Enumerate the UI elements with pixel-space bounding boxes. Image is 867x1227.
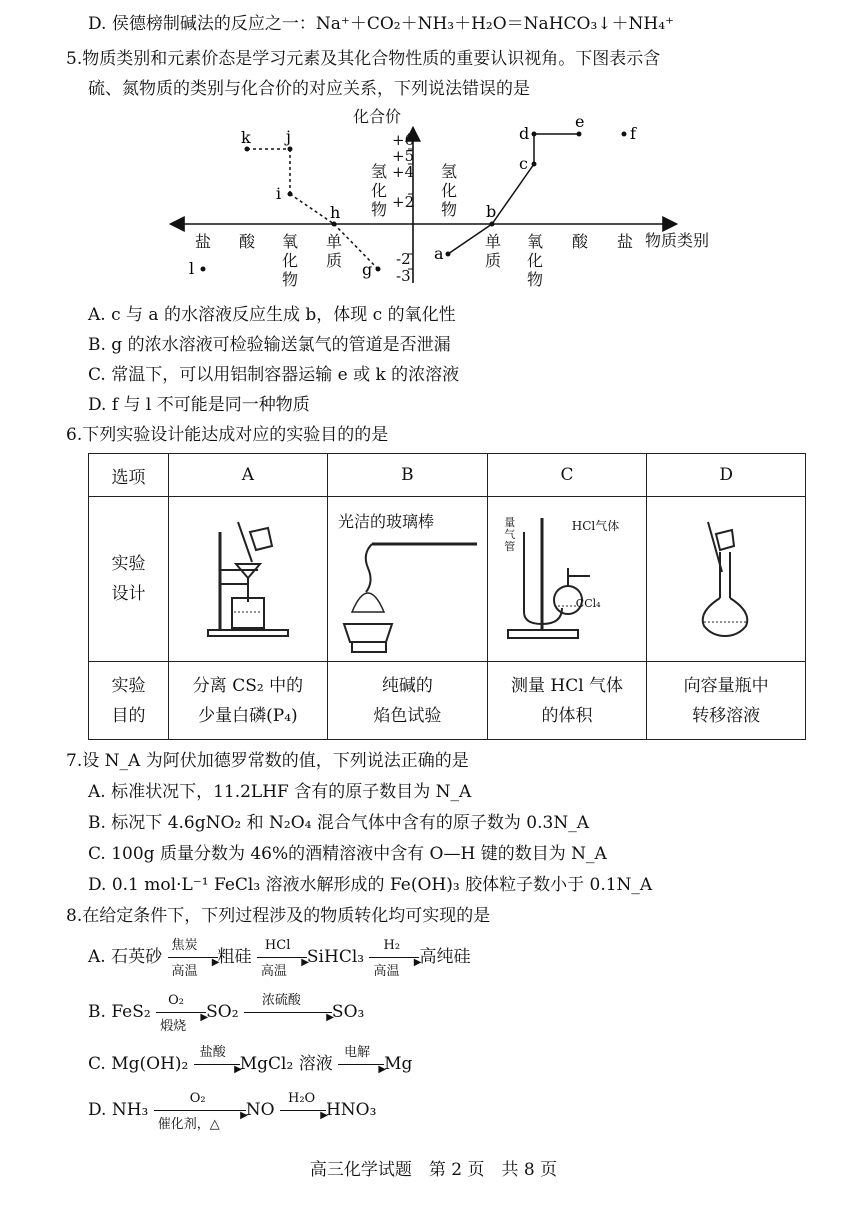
table-header-cell: 选项 bbox=[89, 454, 169, 497]
chart-point-l bbox=[201, 267, 206, 272]
chart-point-label: d bbox=[519, 124, 530, 143]
row-label-goal: 实验 目的 bbox=[89, 662, 169, 740]
chart-point-g bbox=[376, 267, 381, 272]
y-tick-label: -2 bbox=[396, 250, 411, 268]
x-category-right: 氧化物 bbox=[526, 232, 543, 289]
apparatus-c-cell bbox=[487, 497, 647, 662]
chart-point-j bbox=[288, 147, 293, 152]
apparatus-d-cell bbox=[647, 497, 806, 662]
gas-label: HCl气体 bbox=[571, 519, 620, 533]
q7-stem: 7.设 N_A 为阿伏加德罗常数的值，下列说法正确的是 bbox=[66, 751, 469, 771]
q4-option-d bbox=[88, 13, 674, 35]
chart-point-label: g bbox=[362, 260, 373, 279]
x-category-left: 单质 bbox=[325, 232, 342, 270]
chart-point-label: a bbox=[434, 244, 444, 263]
table-header-cell: B bbox=[327, 454, 487, 497]
q5-stem-line2: 硫、氮物质的类别与化合价的对应关系，下列说法错误的是 bbox=[88, 79, 530, 99]
apparatus-a-cell bbox=[168, 497, 327, 662]
chart-point-d bbox=[532, 132, 537, 137]
x-category-right: 酸 bbox=[571, 232, 588, 251]
table-goal-row bbox=[89, 662, 806, 740]
x-category-right: 氢化物 bbox=[440, 162, 457, 219]
filtration-apparatus-image bbox=[198, 512, 298, 642]
reaction-arrow: 电解 ▶ bbox=[338, 1054, 384, 1076]
goal-c: 测量 HCl 气体 的体积 bbox=[487, 662, 647, 740]
q7-option-b: B. 标况下 4.6gNO₂ 和 N₂O₄ 混合气体中含有的原子数为 0.3N_A bbox=[88, 813, 589, 833]
chart-point-label: f bbox=[630, 124, 636, 143]
reaction-arrow: 焦炭 ▶ 高温 bbox=[168, 947, 218, 969]
q8-option-c: C. Mg(OH)₂ 盐酸 ▶ MgCl₂ 溶液 电解 ▶ Mg bbox=[88, 1044, 413, 1075]
q5-stem-line1: 5.物质类别和元素价态是学习元素及其化合物性质的重要认识视角。下图表示含 bbox=[66, 49, 661, 69]
q5-option-b: B. g 的浓水溶液可检验输送氯气的管道是否泄漏 bbox=[88, 335, 451, 355]
q5-option-a: A. c 与 a 的水溶液反应生成 b，体现 c 的氧化性 bbox=[88, 305, 456, 325]
chart-point-b bbox=[490, 222, 495, 227]
chart-connector-line bbox=[492, 164, 534, 224]
row-label-design: 实验 设计 bbox=[89, 497, 169, 662]
chart-point-i bbox=[288, 192, 293, 197]
goal-d: 向容量瓶中 转移溶液 bbox=[647, 662, 806, 740]
chart-point-label: j bbox=[286, 127, 291, 146]
q8-option-b: B. FeS₂ O₂ ▶ 煅烧 SO₂ 浓硫酸 ▶ SO₃ bbox=[88, 992, 365, 1034]
chart-point-label: c bbox=[519, 154, 528, 173]
y-tick-label: +4 bbox=[392, 163, 415, 181]
q8-option-a: A. 石英砂 焦炭 ▶ 高温 粗硅 HCl ▶ 高温 SiHCl₃ H₂ ▶ 高温 高纯硅 bbox=[88, 937, 471, 979]
q7-option-d: D. 0.1 mol·L⁻¹ FeCl₃ 溶液水解形成的 Fe(OH)₃ 胶体粒子数小于 0.1N_A bbox=[88, 875, 653, 895]
apparatus-b-cell bbox=[327, 497, 487, 662]
chart-point-c bbox=[532, 162, 537, 167]
glass-rod-label: 光洁的玻璃棒 bbox=[337, 512, 434, 531]
table-header-cell: C bbox=[487, 454, 647, 497]
goal-b: 纯碱的 焰色试验 bbox=[327, 662, 487, 740]
flame-test-apparatus-image bbox=[332, 524, 482, 654]
chart-point-label: h bbox=[330, 203, 341, 222]
chart-point-label: b bbox=[486, 202, 497, 221]
chart-point-label: l bbox=[189, 259, 195, 278]
q5-option-d: D. f 与 l 不可能是同一种物质 bbox=[88, 395, 310, 415]
chart-connector-line bbox=[290, 194, 334, 224]
q6-stem: 6.下列实验设计能达成对应的实验目的的是 bbox=[66, 425, 389, 445]
y-tick-label: -3 bbox=[396, 267, 411, 285]
x-category-left: 氧化物 bbox=[281, 232, 298, 289]
goal-a: 分离 CS₂ 中的 少量白磷(P₄) bbox=[168, 662, 327, 740]
liquid-label: CCl₄ bbox=[575, 597, 601, 610]
volumetric-flask-image bbox=[686, 512, 766, 642]
x-category-left: 盐 bbox=[194, 232, 211, 251]
q4-option-d-equation: Na⁺＋CO₂＋NH₃＋H₂O＝NaHCO₃↓＋NH₄⁺ bbox=[315, 14, 675, 34]
x-category-left: 氢化物 bbox=[370, 162, 387, 219]
q8-option-d: D. NH₃ O₂ ▶ 催化剂，△ NO H₂O ▶ HNO₃ bbox=[88, 1090, 377, 1132]
chart-point-a bbox=[446, 252, 451, 257]
chart-point-f bbox=[622, 132, 627, 137]
y-tick-label: +6 bbox=[392, 131, 415, 149]
table-header-cell: A bbox=[168, 454, 327, 497]
x-axis-label: 物质类别 bbox=[645, 231, 710, 250]
valence-category-chart bbox=[160, 105, 760, 300]
chart-point-k bbox=[245, 147, 250, 152]
q4-option-d-text: D. 侯德榜制碱法的反应之一： bbox=[88, 14, 316, 34]
reaction-arrow: O₂ ▶ 煅烧 bbox=[156, 1002, 206, 1024]
q7-option-c: C. 100g 质量分数为 46%的酒精溶液中含有 O—H 键的数目为 N_A bbox=[88, 844, 607, 864]
tube-label: 量气管 bbox=[504, 516, 516, 553]
y-tick-label: +5 bbox=[392, 147, 415, 165]
reaction-arrow: H₂O ▶ bbox=[280, 1100, 326, 1122]
experiment-table bbox=[88, 453, 806, 740]
y-tick-label: +2 bbox=[392, 193, 415, 211]
table-header-cell: D bbox=[647, 454, 806, 497]
chart-point-label: k bbox=[241, 128, 251, 147]
chart-point-label: e bbox=[575, 112, 585, 131]
q5-option-c: C. 常温下，可以用铝制容器运输 e 或 k 的浓溶液 bbox=[88, 365, 460, 385]
reaction-arrow: O₂ ▶ 催化剂，△ bbox=[154, 1100, 246, 1122]
q8-stem: 8.在给定条件下，下列过程涉及的物质转化均可实现的是 bbox=[66, 906, 491, 926]
table-header-row bbox=[89, 454, 806, 497]
x-category-right: 盐 bbox=[616, 232, 633, 251]
chart-point-e bbox=[577, 132, 582, 137]
reaction-arrow: H₂ ▶ 高温 bbox=[369, 947, 419, 969]
reaction-arrow: 浓硫酸 ▶ bbox=[244, 1002, 332, 1024]
x-category-left: 酸 bbox=[238, 232, 255, 251]
page-footer: 高三化学试题 第 2 页 共 8 页 bbox=[309, 1160, 558, 1180]
reaction-arrow: 盐酸 ▶ bbox=[194, 1054, 240, 1076]
chart-point-h bbox=[332, 222, 337, 227]
x-category-right: 单质 bbox=[484, 232, 501, 270]
y-axis-label: 化合价 bbox=[353, 107, 402, 126]
chart-point-label: i bbox=[276, 184, 282, 203]
q7-option-a: A. 标准状况下，11.2LHF 含有的原子数目为 N_A bbox=[88, 782, 472, 802]
reaction-arrow: HCl ▶ 高温 bbox=[257, 947, 307, 969]
table-design-row bbox=[89, 497, 806, 662]
